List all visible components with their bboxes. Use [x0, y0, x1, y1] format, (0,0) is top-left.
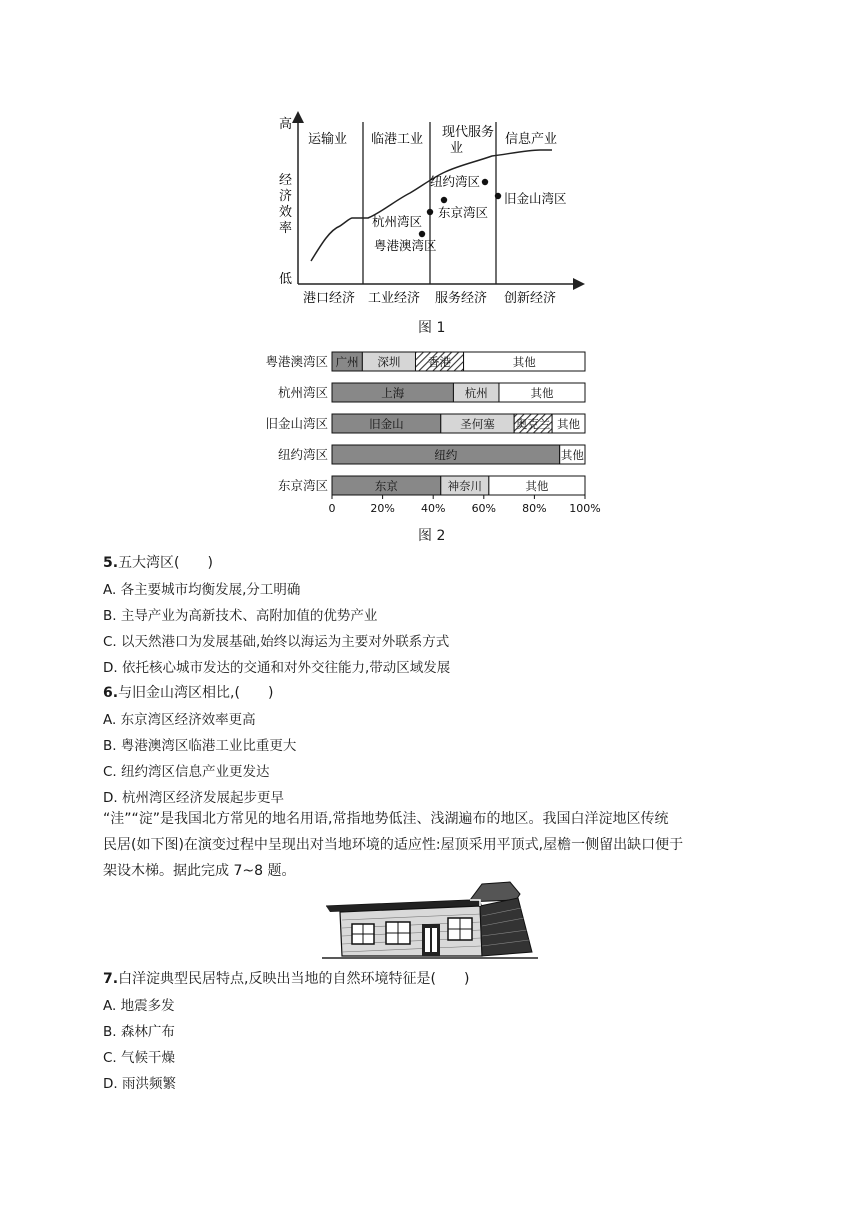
segment-label: 其他: [530, 386, 554, 400]
x-tick-label: 100%: [569, 502, 601, 515]
segment-label: 其他: [525, 479, 549, 493]
figure-2-chart: [255, 343, 605, 521]
x-tick-label: 20%: [370, 502, 395, 515]
figure-2: [255, 343, 605, 521]
svg-text:率: 率: [279, 221, 293, 236]
passage-line: 架设木梯。据此完成 7~8 题。: [103, 863, 296, 879]
point-label: 粤港澳湾区: [374, 238, 437, 253]
segment-label: 其他: [557, 417, 581, 431]
row-label: 杭州湾区: [277, 385, 328, 400]
passage-line: “洼”“淀”是我国北方常见的地名用语,常指地势低洼、浅湖遍布的地区。我国白洋淀地区传统: [103, 811, 669, 827]
house-illustration: [320, 880, 540, 960]
question-5: [103, 552, 213, 572]
question-stem: 与旧金山湾区相比,( ): [118, 685, 274, 701]
row-label: 纽约湾区: [277, 447, 328, 462]
stage-label: 工业经济: [368, 291, 421, 306]
stage-label: 港口经济: [303, 291, 356, 306]
industry-label: 信息产业: [505, 132, 558, 147]
figure-2-caption: 图 2: [418, 528, 446, 544]
question-number: 6.: [103, 685, 119, 701]
figure-1-caption: 图 1: [418, 320, 446, 336]
svg-text:经: 经: [279, 173, 293, 188]
figure-1-chart: [270, 108, 590, 313]
segment-label: 奥克兰: [515, 417, 551, 431]
stage-label: 创新经济: [504, 291, 557, 306]
option-a[interactable]: A. 地震多发: [103, 998, 175, 1014]
svg-text:效: 效: [279, 205, 293, 220]
industry-label: 运输业: [308, 132, 348, 147]
figure-1: [270, 108, 590, 313]
y-axis-top: 高: [279, 117, 293, 132]
point-marker: [482, 179, 488, 185]
svg-text:现代服务: 现代服务: [442, 125, 495, 140]
segment-label: 香港: [428, 355, 452, 369]
segment-label: 其他: [512, 355, 536, 369]
svg-text:济: 济: [279, 189, 293, 204]
option-b[interactable]: B. 粤港澳湾区临港工业比重更大: [103, 738, 297, 754]
option-d[interactable]: D. 杭州湾区经济发展起步更早: [103, 790, 284, 806]
point-label: 东京湾区: [438, 205, 489, 220]
stage-label: 服务经济: [435, 291, 488, 306]
row-label: 东京湾区: [277, 478, 328, 493]
x-tick-label: 60%: [471, 502, 497, 515]
option-b[interactable]: B. 森林广布: [103, 1024, 175, 1040]
passage-line: 民居(如下图)在演变过程中呈现出对当地环境的适应性:屋顶采用平顶式,屋檐一侧留出缺口便于: [103, 837, 684, 853]
point-marker: [441, 197, 447, 203]
point-label: 旧金山湾区: [504, 191, 567, 206]
x-tick-label: 40%: [420, 502, 446, 515]
segment-label: 其他: [560, 448, 584, 462]
segment-label: 上海: [381, 386, 405, 400]
row-label: 旧金山湾区: [265, 416, 328, 431]
point-label: 纽约湾区: [430, 174, 481, 189]
option-c[interactable]: C. 气候干燥: [103, 1050, 176, 1066]
segment-label: 东京: [374, 479, 398, 493]
segment-label: 圣何塞: [460, 417, 495, 431]
y-axis-bottom: 低: [279, 272, 293, 287]
segment-label: 深圳: [377, 355, 401, 369]
option-d[interactable]: D. 雨洪频繁: [103, 1076, 176, 1092]
industry-label: [442, 125, 494, 156]
question-6: [103, 682, 273, 702]
question-number: 7.: [103, 971, 119, 987]
x-tick-label: 0: [328, 502, 336, 515]
row-label: 粤港澳湾区: [265, 354, 328, 369]
segment-label: 杭州: [464, 386, 488, 400]
option-a[interactable]: A. 各主要城市均衡发展,分工明确: [103, 582, 301, 598]
question-stem: 白洋淀典型民居特点,反映出当地的自然环境特征是( ): [118, 971, 470, 987]
question-number: 5.: [103, 555, 119, 571]
option-a[interactable]: A. 东京湾区经济效率更高: [103, 712, 256, 728]
option-b[interactable]: B. 主导产业为高新技术、高附加值的优势产业: [103, 608, 378, 624]
question-7: [103, 968, 469, 988]
point-marker: [419, 231, 425, 237]
point-label: 杭州湾区: [372, 214, 423, 229]
house-drawing: [320, 880, 540, 960]
segment-label: 神奈川: [447, 479, 483, 493]
segment-label: 广州: [335, 355, 359, 369]
industry-label: 临港工业: [371, 132, 424, 147]
option-c[interactable]: C. 以天然港口为发展基础,始终以海运为主要对外联系方式: [103, 634, 450, 650]
point-marker: [495, 193, 501, 199]
option-c[interactable]: C. 纽约湾区信息产业更发达: [103, 764, 270, 780]
option-d[interactable]: D. 依托核心城市发达的交通和对外交往能力,带动区域发展: [103, 660, 451, 676]
segment-label: 旧金山: [369, 417, 404, 431]
svg-text:业: 业: [450, 141, 464, 156]
segment-label: 纽约: [434, 448, 458, 462]
question-stem: 五大湾区( ): [118, 555, 213, 571]
point-marker: [427, 209, 433, 215]
y-axis-label: [279, 173, 292, 236]
x-tick-label: 80%: [522, 502, 547, 515]
